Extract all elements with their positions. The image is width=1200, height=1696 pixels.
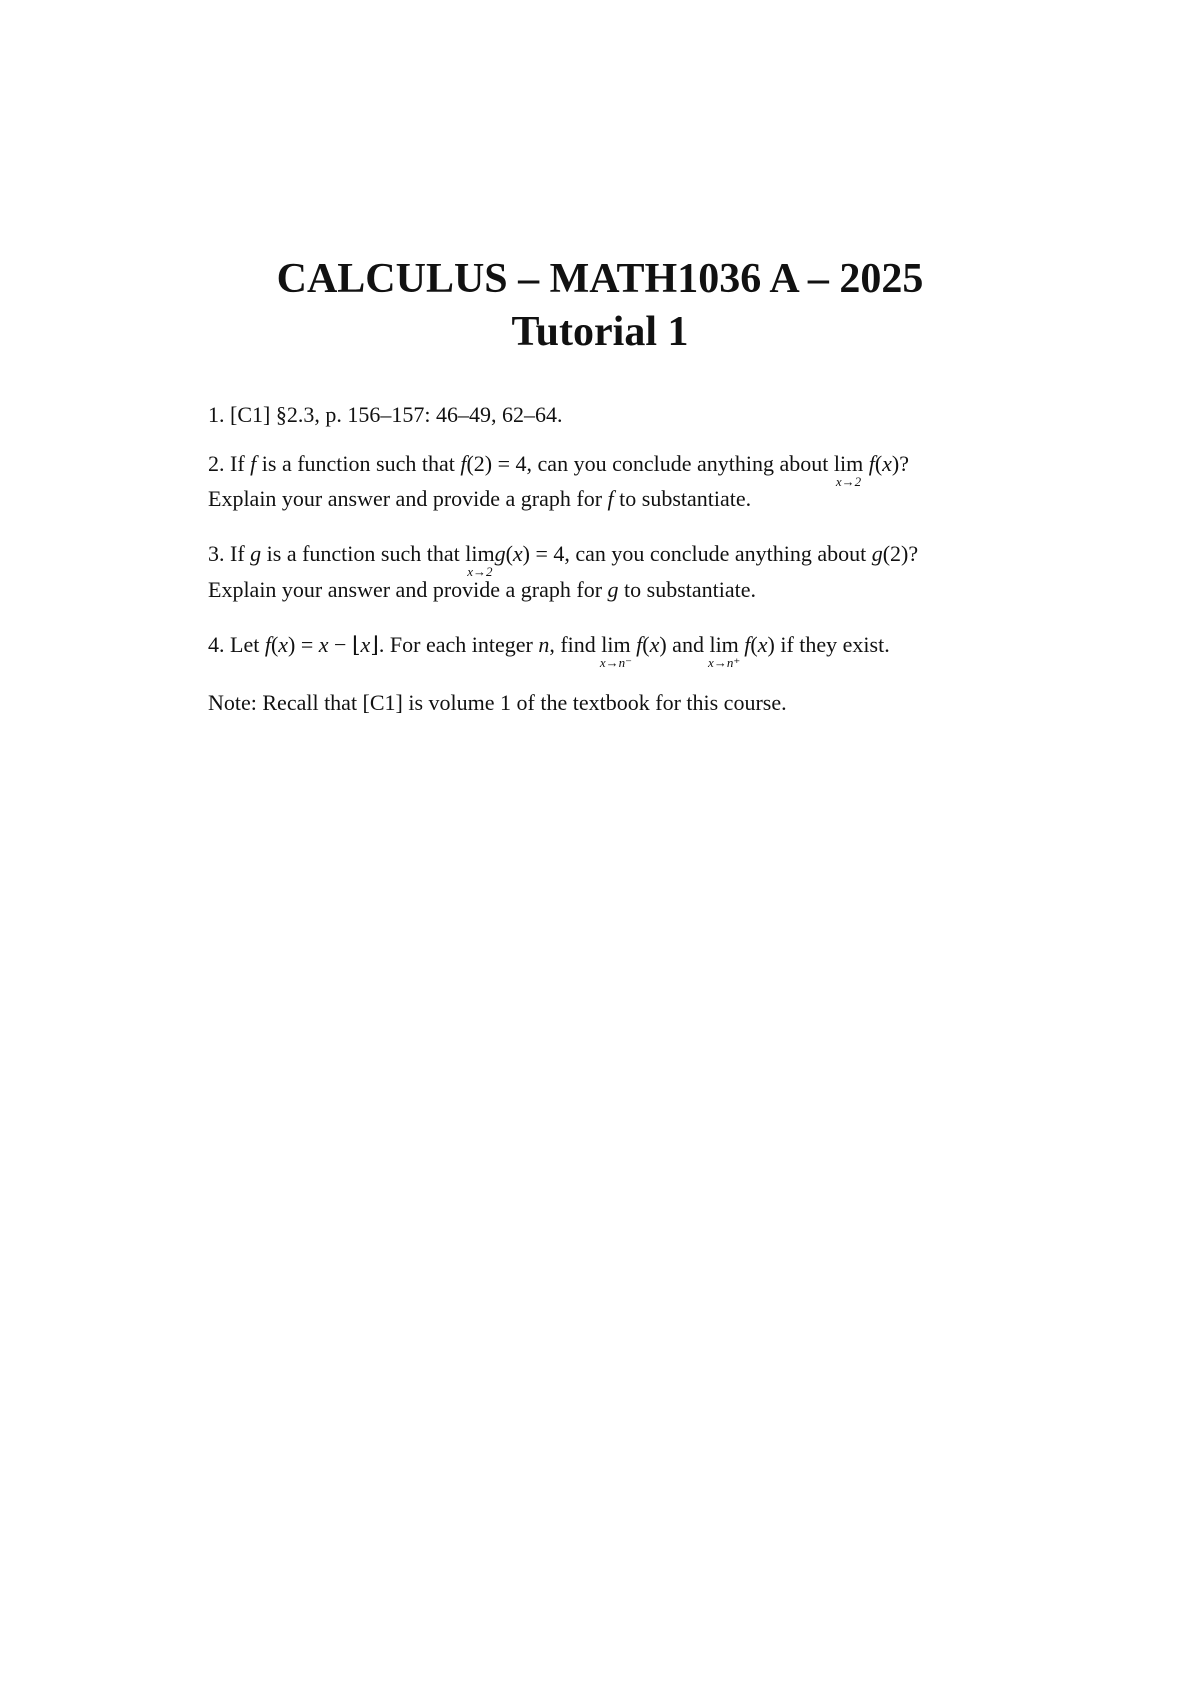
- lim-word: lim: [833, 451, 864, 476]
- math-var: n: [538, 632, 550, 657]
- text: If: [230, 451, 251, 476]
- text: ) and: [659, 632, 710, 657]
- math-var: f: [460, 451, 467, 476]
- problem-3-line-2: [208, 579, 756, 601]
- text: (: [642, 632, 650, 657]
- math-var: g: [871, 541, 883, 566]
- text: , find: [549, 632, 602, 657]
- problem-3-line-1: [208, 541, 919, 579]
- problem-number: 3.: [208, 541, 225, 566]
- text: (2) = 4, can you conclude anything about: [466, 451, 834, 476]
- limit-operator-left: [599, 632, 633, 670]
- limit-subscript: x→2: [467, 564, 493, 579]
- math-var: f: [636, 632, 643, 657]
- text: Explain your answer and provide a graph for: [208, 486, 608, 511]
- problem-text: [C1] §2.3, p. 156–157: 46–49, 62–64.: [230, 402, 563, 427]
- text: If: [230, 541, 251, 566]
- limit-subscript: x→n⁺: [708, 655, 741, 670]
- math-var: x: [278, 632, 289, 657]
- math-var: x: [649, 632, 660, 657]
- text: is a function such that: [261, 541, 466, 566]
- note: Note: Recall that [C1] is volume 1 of the textbook for this course.: [208, 690, 787, 715]
- problem-2-line-1: [208, 451, 910, 489]
- problem-1: [208, 404, 562, 426]
- math-var: f: [250, 451, 257, 476]
- math-var: f: [264, 632, 271, 657]
- text: ) if they exist.: [767, 632, 890, 657]
- text: Let: [230, 632, 265, 657]
- lim-word: lim: [601, 632, 631, 657]
- math-var: f: [868, 451, 875, 476]
- math-var: g: [250, 541, 262, 566]
- text: (: [874, 451, 883, 476]
- text: ⌋. For each integer: [370, 632, 539, 657]
- problem-4: [208, 632, 890, 670]
- text: )?: [891, 451, 910, 476]
- text: (: [270, 632, 279, 657]
- limit-operator: [465, 541, 495, 579]
- math-var: x: [360, 632, 371, 657]
- problem-number: 2.: [208, 451, 225, 476]
- math-var: x: [757, 632, 768, 657]
- limit-operator-right: [708, 632, 741, 670]
- limit-subscript: x→2: [835, 474, 862, 489]
- text: ) =: [288, 632, 319, 657]
- text: ) = 4, can you conclude anything about: [522, 541, 872, 566]
- problem-number: 4.: [208, 632, 225, 657]
- text: to substantiate.: [613, 486, 752, 511]
- math-var: x: [882, 451, 892, 476]
- math-var: x: [512, 541, 523, 566]
- limit-operator: [833, 451, 864, 489]
- text: (: [750, 632, 758, 657]
- math-var: g: [607, 577, 619, 602]
- text: (2)?: [882, 541, 919, 566]
- lim-word: lim: [465, 541, 495, 566]
- math-var: f: [744, 632, 751, 657]
- text: Explain your answer and provide a graph for: [208, 577, 608, 602]
- problem-2-line-2: [208, 488, 751, 510]
- math-var: g: [494, 541, 506, 566]
- text: to substantiate.: [618, 577, 757, 602]
- math-var: f: [607, 486, 614, 511]
- text: (: [505, 541, 513, 566]
- lim-word: lim: [709, 632, 739, 657]
- document-subtitle: Tutorial 1: [511, 309, 689, 355]
- math-var: x: [318, 632, 329, 657]
- problem-number: 1.: [208, 402, 225, 427]
- text: is a function such that: [256, 451, 461, 476]
- document-title: CALCULUS – MATH1036 A – 2025: [276, 256, 924, 302]
- text: − ⌊: [328, 632, 361, 657]
- limit-subscript: x→n⁻: [599, 655, 633, 670]
